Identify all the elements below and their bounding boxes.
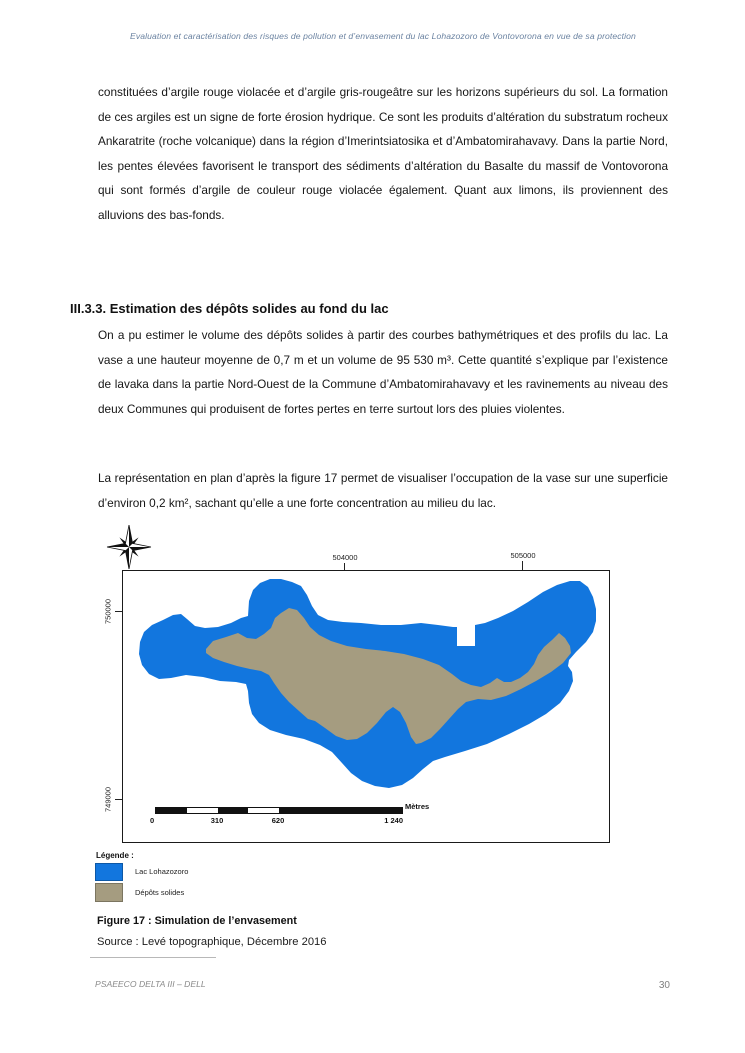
paragraph-argiles: constituées d’argile rouge violacée et d’argile gris-rougeâtre sur les horizons supérieurs du sol. La formation de ces argiles est un signe de forte érosion hydrique. Ce sont les produits d’altération du substratum rocheux Ankaratrite (roche volcanique) dans la région d’Imerintsiatosika et d’Ambatomirahavavy. Dans la partie Nord, les pentes élevées favorisent le transport des sédiments d’altération du Basalte du massif de Vontovorona qui sont formés d’argile de couleur rouge violacée également. Quant aux limons, ils proviennent des alluvions des bas-fonds. <box>98 85 668 222</box>
scale-bar-segment <box>248 808 279 813</box>
scale-label-0: 0 <box>150 816 155 825</box>
map-coordinate-749000: 749000 <box>103 786 113 813</box>
paragraph-estimation: On a pu estimer le volume des dépôts solides à partir des courbes bathymétriques et des profils du lac. La vase a une hauteur moyenne de 0,7 m et un volume de 95 530 m³. Cette quantité s’explique par l’existence de lavaka dans la partie Nord-Ouest de la Commune d’Ambatomirahavavy et les ravinements au niveau des deux Communes qui produisent de fortes pertes en terre surtout lors des pluies violentes. <box>98 328 668 416</box>
map-tick <box>522 561 523 570</box>
scale-label-1240: 1 240 <box>384 816 403 825</box>
compass-rose-icon <box>106 524 152 570</box>
map-coordinate-750000: 750000 <box>103 598 113 625</box>
scale-label-620: 620 <box>271 816 285 825</box>
scale-bar-segment <box>218 808 249 813</box>
scale-bar-segment <box>187 808 218 813</box>
scale-bar <box>155 807 403 814</box>
page-number: 30 <box>658 980 670 991</box>
paragraph-representation: La représentation en plan d’après la figure 17 permet de visualiser l’occupation de la vase sur une superficie d’environ 0,2 km², sachant qu’elle a une forte concentration au milieu du lac. <box>98 471 668 510</box>
section-heading: III.3.3. Estimation des dépôts solides au fond du lac <box>70 301 389 316</box>
legend-swatch-lake <box>95 863 123 881</box>
legend-title: Légende : <box>96 851 134 860</box>
scale-bar-segment <box>279 808 402 813</box>
running-header: Evaluation et caractérisation des risques de pollution et d’envasement du lac Lohazozoro de Vontovorona en vue de sa protection <box>130 31 636 41</box>
map-tick <box>344 563 345 570</box>
legend-swatch-deposits <box>95 883 123 902</box>
legend-label-lake: Lac Lohazozoro <box>135 867 189 876</box>
map-coordinate-504000: 504000 <box>332 553 358 562</box>
map-tick <box>115 799 122 800</box>
footer-project-label: PSAEECO DELTA III – DELL <box>95 979 206 989</box>
map-frame <box>122 570 610 843</box>
lake-map-graphic <box>123 571 609 842</box>
legend-label-deposits: Dépôts solides <box>135 888 185 897</box>
figure-caption: Figure 17 : Simulation de l’envasement <box>97 915 297 927</box>
map-coordinate-505000: 505000 <box>510 551 536 560</box>
map-tick <box>115 611 122 612</box>
figure-source: Source : Levé topographique, Décembre 2016 <box>97 936 327 948</box>
scale-label-310: 310 <box>210 816 224 825</box>
scale-bar-segment <box>156 808 187 813</box>
scale-unit-label: Mètres <box>405 802 430 811</box>
footer-separator <box>90 957 216 958</box>
